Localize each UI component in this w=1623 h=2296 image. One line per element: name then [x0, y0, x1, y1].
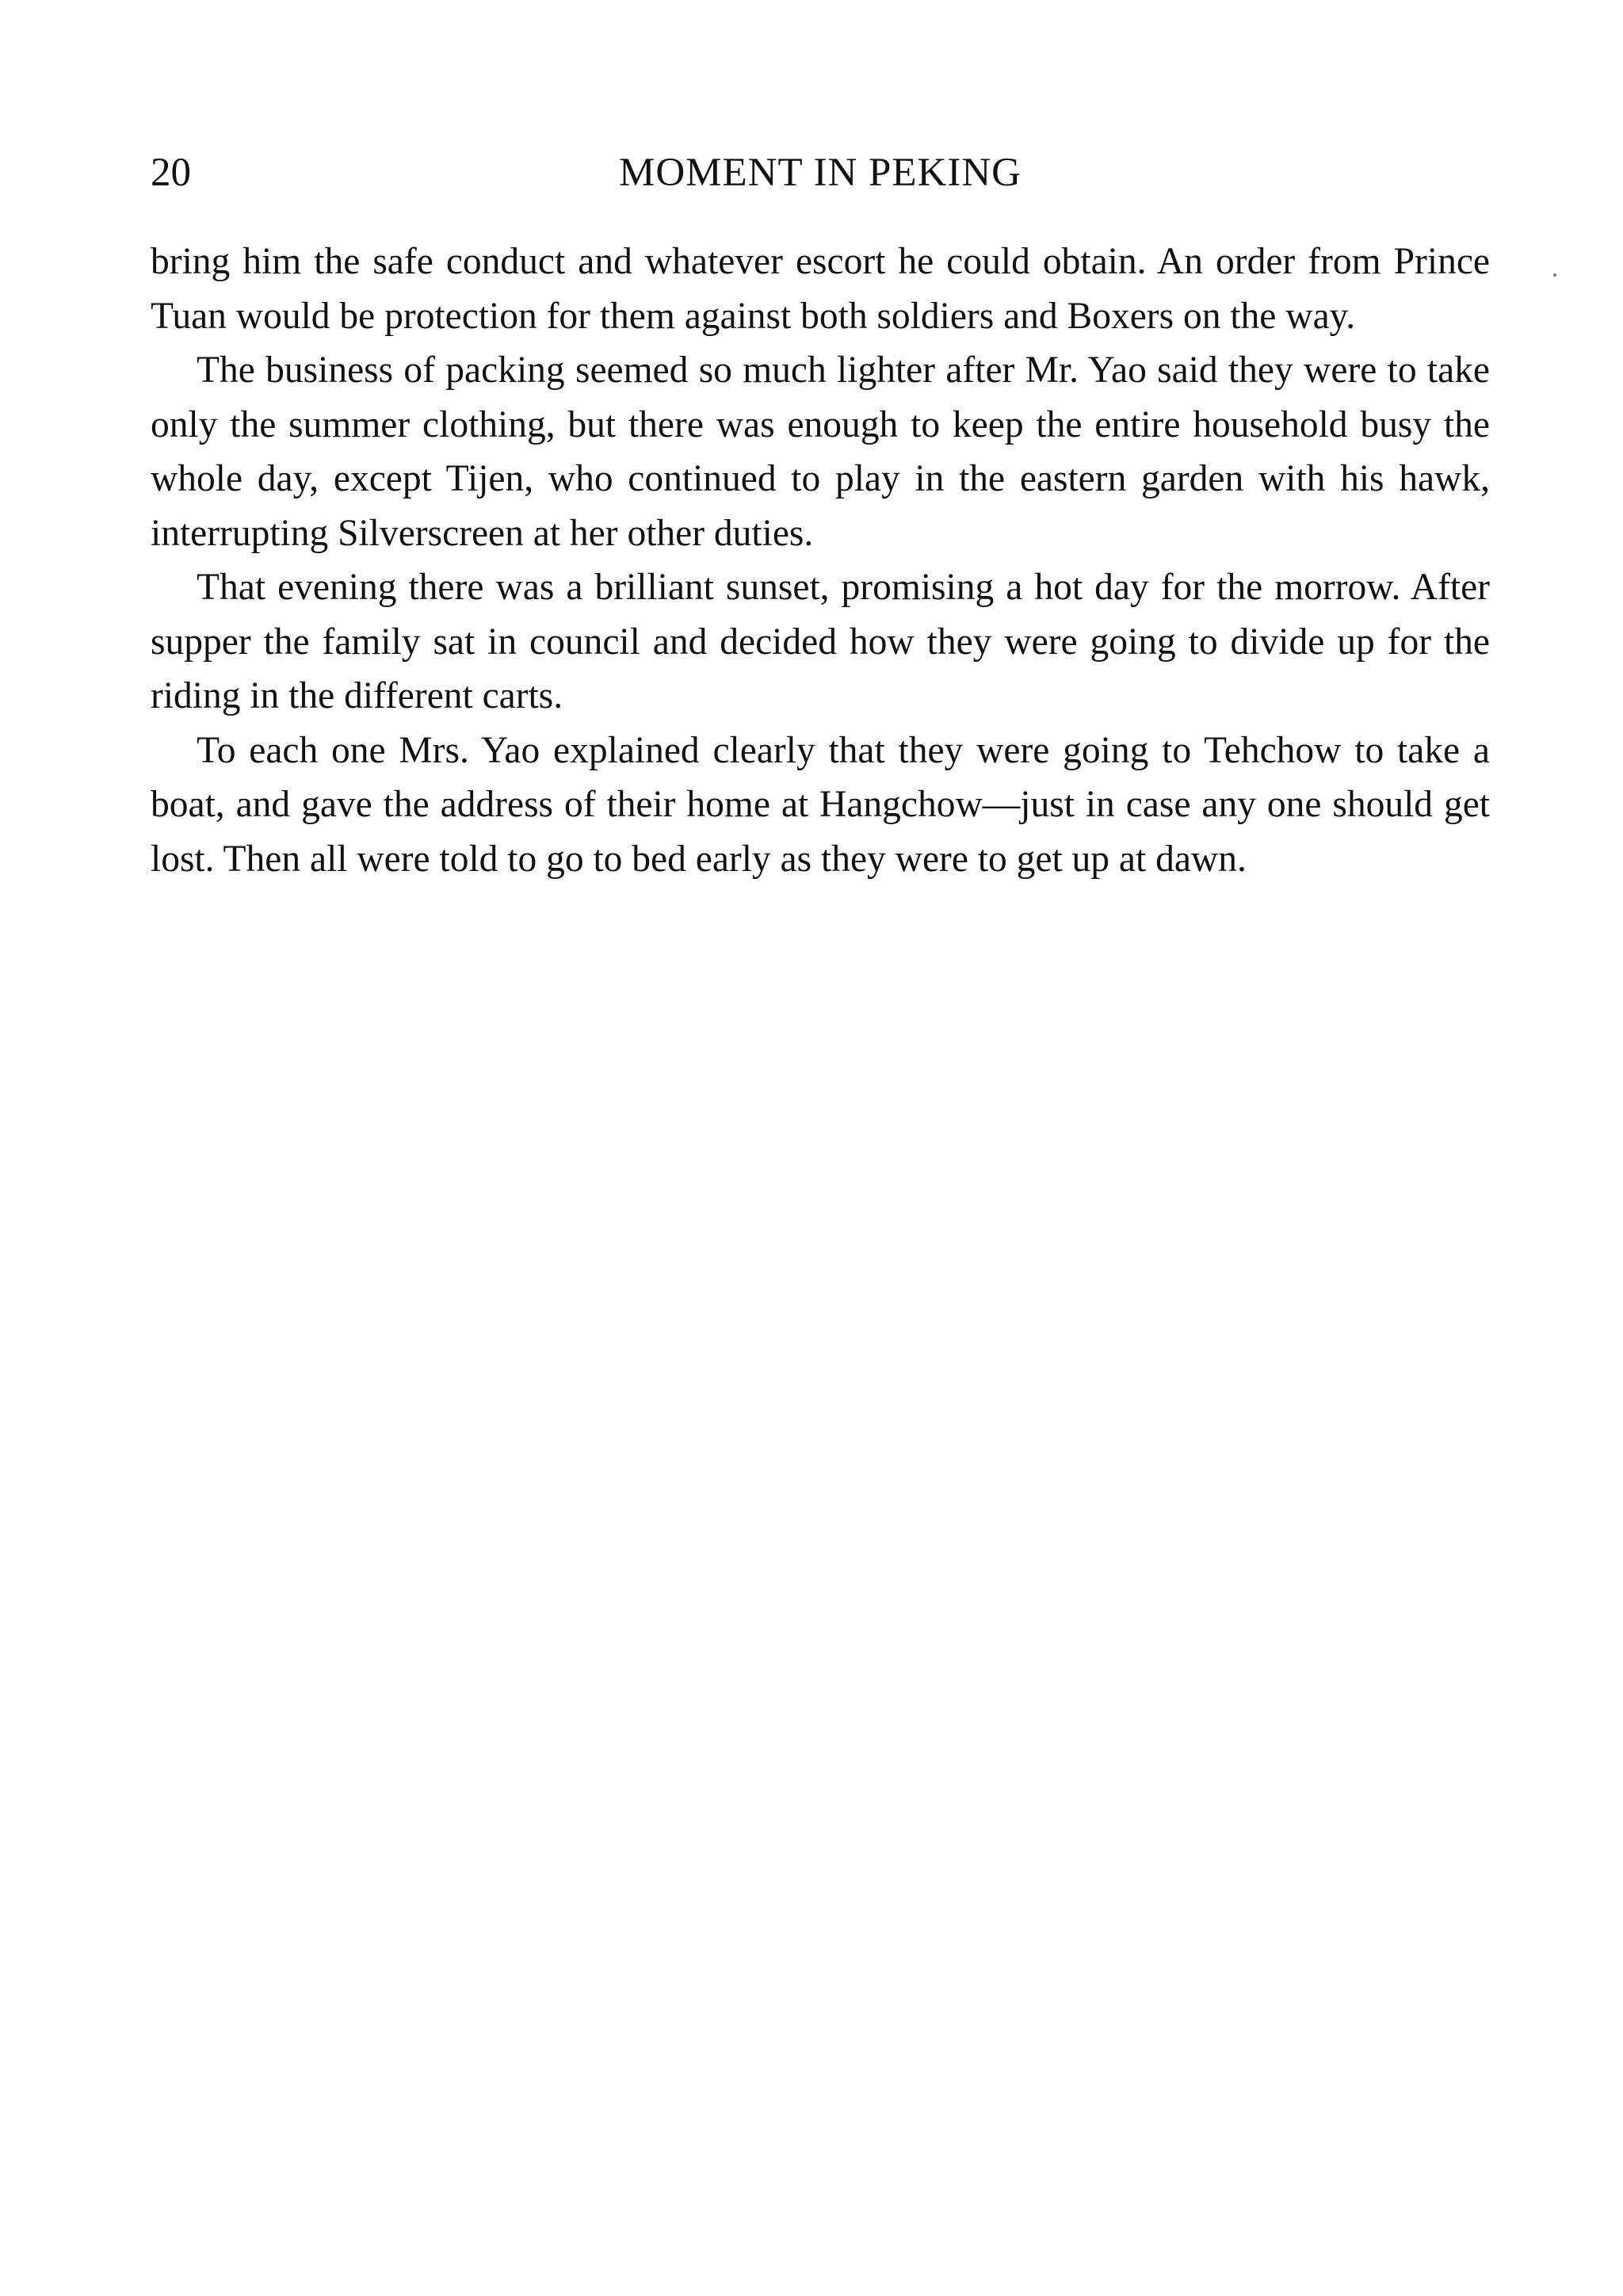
paragraph: The business of packing seemed so much lighter after Mr. Yao said they were to take only the summer clothing, but there was enough to keep the entire household busy the whole day, except Tijen, who continued to play in the eastern garden with his hawk, interrupting Silverscreen at her other duties.: [151, 350, 1490, 554]
scan-speck: [1553, 273, 1556, 277]
paragraph: That evening there was a brilliant sunset, promising a hot day for the morrow. After supper the family sat in council and decided how they were going to divide up for the riding in the different carts.: [151, 567, 1490, 716]
page-number: 20: [151, 151, 191, 195]
paragraph-continued: bring him the safe conduct and whatever escort he could obtain. An order from Prince Tuan would be protection for them against both soldiers and Boxers on the way.: [151, 241, 1490, 337]
paragraph: To each one Mrs. Yao explained clearly that they were going to Tehchow to take a boat, and gave the address of their home at Hangchow—just in case any one should get lost. Then all were told to go to bed early as they were to get up at dawn.: [151, 729, 1490, 880]
body-text: [151, 235, 1490, 886]
running-title: MOMENT IN PEKING: [618, 151, 1022, 195]
running-head: [151, 149, 1490, 197]
